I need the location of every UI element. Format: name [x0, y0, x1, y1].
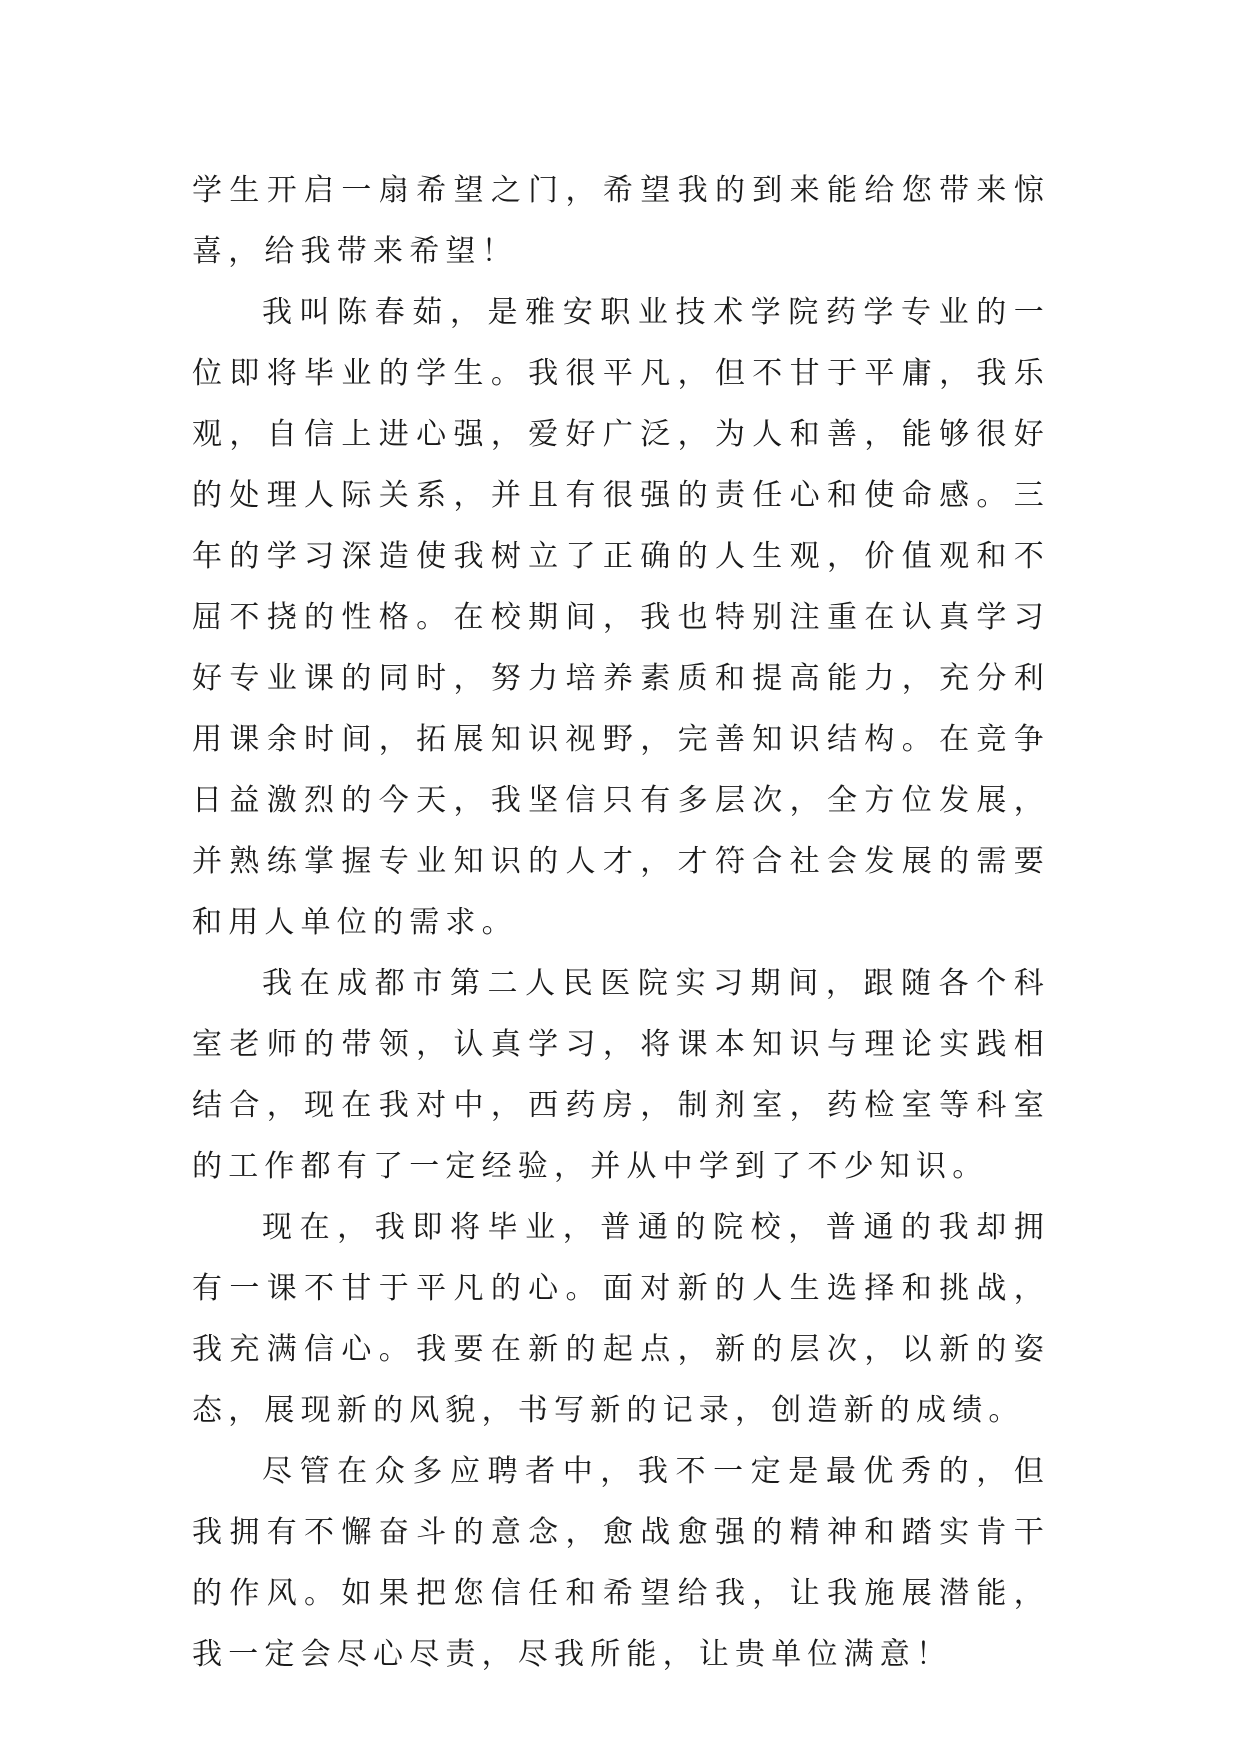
paragraph-closing: 尽管在众多应聘者中，我不一定是最优秀的，但我拥有不懈奋斗的意念，愈战愈强的精神和踏实肯干的作风。如果把您信任和希望给我，让我施展潜能，我一定会尽心尽责，尽我所能，让贵单位满意！	[192, 1454, 1050, 1672]
paragraph-introduction: 我叫陈春茹，是雅安职业技术学院药学专业的一位即将毕业的学生。我很平凡，但不甘于平庸，我乐观，自信上进心强，爱好广泛，为人和善，能够很好的处理人际关系，并且有很强的责任心和使命感。三年的学习深造使我树立了正确的人生观，价值观和不屈不挠的性格。在校期间，我也特别注重在认真学习好专业课的同时，努力培养素质和提高能力，充分利用课余时间，拓展知识视野，完善知识结构。在竞争日益激烈的今天，我坚信只有多层次，全方位发展，并熟练掌握专业知识的人才，才符合社会发展的需要和用人单位的需求。	[192, 295, 1050, 940]
document-body	[192, 160, 1050, 1685]
paragraph-continuation: 学生开启一扇希望之门，希望我的到来能给您带来惊喜，给我带来希望！	[192, 173, 1050, 269]
paragraph-internship: 我在成都市第二人民医院实习期间，跟随各个科室老师的带领，认真学习，将课本知识与理论实践相结合，现在我对中，西药房，制剂室，药检室等科室的工作都有了一定经验，并从中学到了不少知识。	[192, 966, 1050, 1184]
paragraph-graduation: 现在，我即将毕业，普通的院校，普通的我却拥有一课不甘于平凡的心。面对新的人生选择和挑战，我充满信心。我要在新的起点，新的层次，以新的姿态，展现新的风貌，书写新的记录，创造新的成绩。	[192, 1210, 1050, 1428]
